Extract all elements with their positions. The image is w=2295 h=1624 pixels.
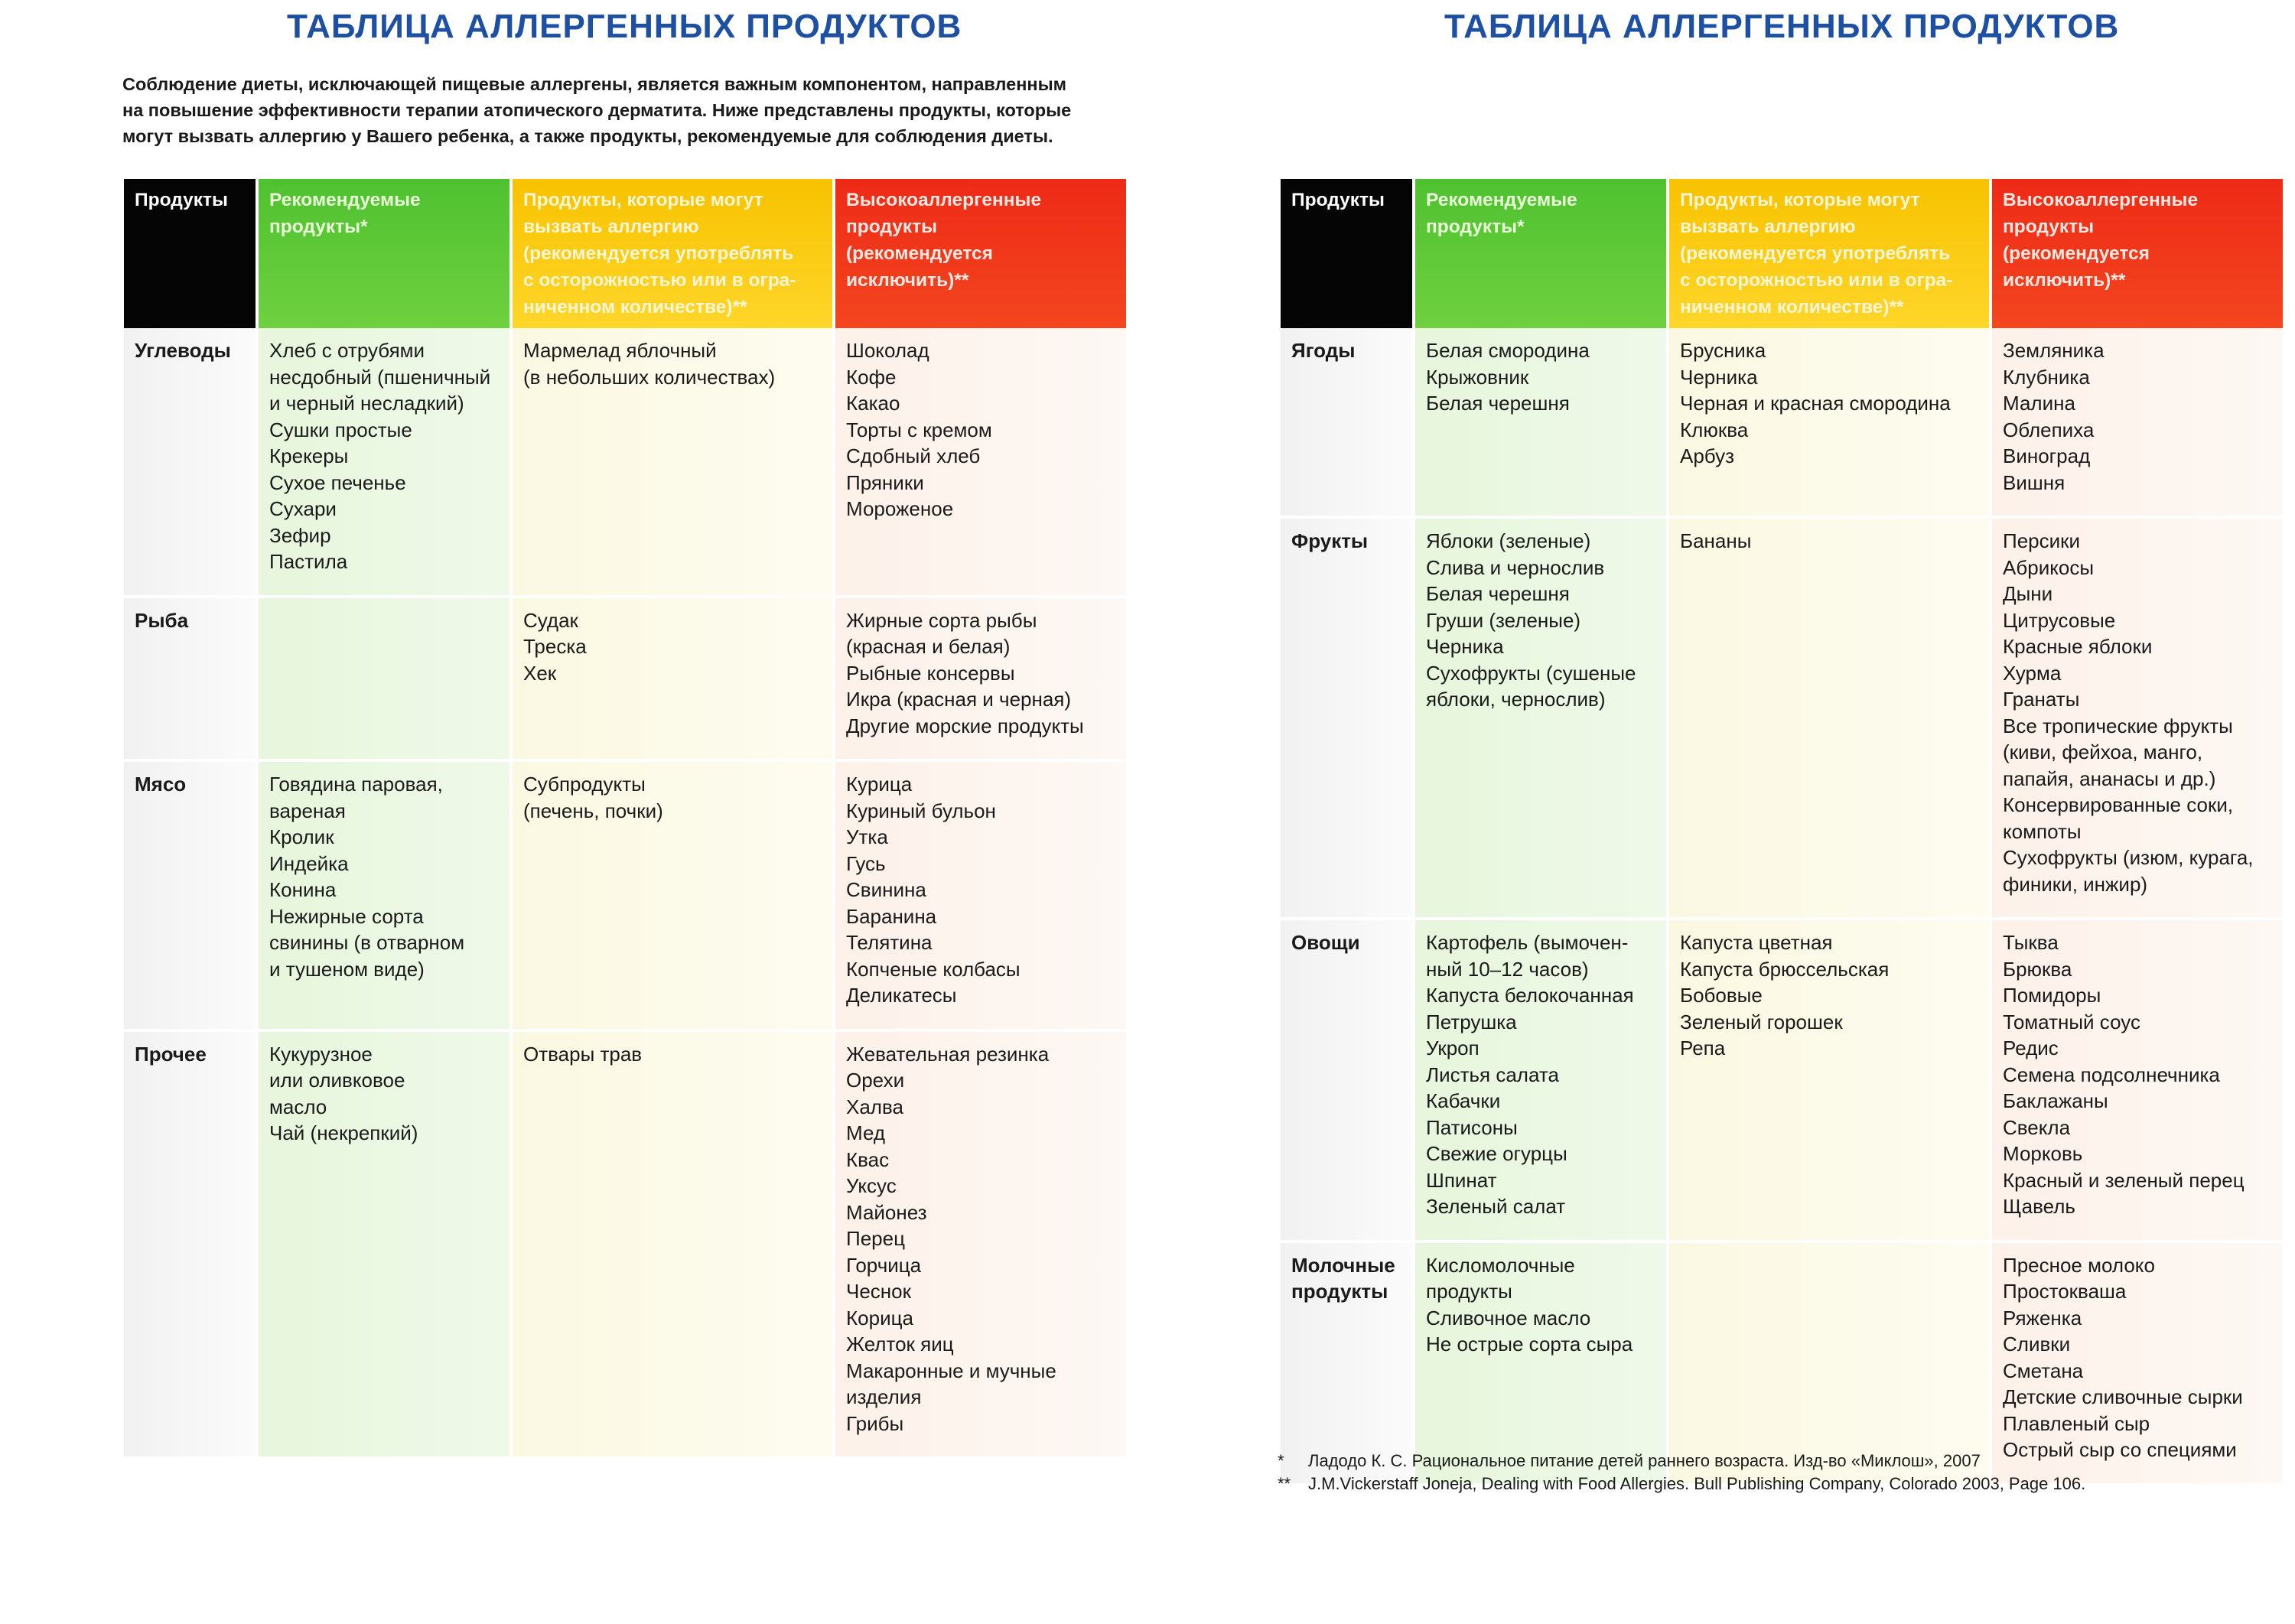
- product-item: Бананы: [1680, 529, 1752, 552]
- product-item: Деликатесы: [846, 984, 957, 1007]
- product-item: Макаронные и мучные: [846, 1359, 1056, 1382]
- recommended-cell: [259, 328, 509, 595]
- product-item: Яблоки (зеленые): [1426, 529, 1591, 552]
- product-item: (печень, почки): [523, 799, 663, 822]
- caution-cell: [1669, 516, 1989, 917]
- product-item: Укроп: [1426, 1037, 1480, 1059]
- footnotes: [1278, 1450, 2085, 1495]
- product-item: несдобный (пшеничный: [269, 365, 491, 389]
- table-row: [124, 1029, 1126, 1457]
- product-item: продукты: [1426, 1280, 1512, 1303]
- header-line: (рекомендуется: [2003, 243, 2150, 264]
- category-label: Мясо: [135, 773, 187, 796]
- product-item: Какао: [846, 392, 900, 415]
- product-item: Сухофрукты (изюм, курага,: [2003, 846, 2254, 869]
- product-item: Пастила: [269, 550, 348, 573]
- category-cell: [1281, 516, 1412, 917]
- product-item: Корица: [846, 1306, 913, 1329]
- product-item: вареная: [269, 799, 346, 822]
- product-item: папайя, ананасы и др.): [2003, 766, 2216, 790]
- product-item: Рыбные консервы: [846, 661, 1015, 685]
- product-item: Крекеры: [269, 444, 349, 467]
- category-cell: [124, 328, 256, 595]
- header-line: Рекомендуемые: [1426, 190, 1577, 210]
- product-item: Баранина: [846, 904, 937, 928]
- product-item: Красные яблоки: [2003, 635, 2153, 658]
- product-item: Кисломолочные: [1426, 1253, 1575, 1277]
- header-products: [1281, 179, 1412, 328]
- header-line: (рекомендуется: [846, 243, 993, 264]
- product-item: Свекла: [2003, 1115, 2071, 1139]
- high-allergen-cell: [1992, 516, 2283, 917]
- table-row: [1281, 516, 2283, 917]
- intro-paragraph: [122, 71, 1125, 149]
- product-item: Листья салата: [1426, 1063, 1559, 1086]
- product-item: масло: [269, 1095, 327, 1118]
- intro-line: могут вызвать аллергию у Вашего ребенка, а также продукты, рекомендуемые для соблюдения диеты.: [122, 126, 1053, 146]
- product-item: Абрикосы: [2003, 555, 2095, 579]
- category-label: Углеводы: [135, 339, 231, 362]
- product-item: Вишня: [2003, 470, 2066, 494]
- product-item: Конина: [269, 878, 337, 901]
- caution-cell: [513, 759, 832, 1029]
- header-recommended: [259, 179, 509, 328]
- product-item: Свинина: [846, 878, 926, 901]
- category-cell: [124, 1029, 256, 1457]
- product-item: Облепиха: [2003, 418, 2095, 441]
- footnote: [1278, 1473, 2085, 1495]
- header-products: [124, 179, 256, 328]
- product-item: Сухое печенье: [269, 470, 406, 494]
- table-row: [124, 759, 1126, 1029]
- product-item: Острый сыр со специями: [2003, 1438, 2237, 1461]
- product-item: Мармелад яблочный: [523, 339, 717, 362]
- category-label: Ягоды: [1291, 339, 1356, 362]
- product-item: Томатный соус: [2003, 1010, 2140, 1033]
- product-item: и черный несладкий): [269, 392, 464, 415]
- header-line: (рекомендуется употреблять: [1680, 243, 1951, 264]
- right-page-title: ТАБЛИЦА АЛЛЕРГЕННЫХ ПРОДУКТОВ: [1444, 8, 2120, 45]
- recommended-cell: [1415, 1240, 1666, 1483]
- product-item: (киви, фейхоа, манго,: [2003, 740, 2203, 763]
- product-item: Все тропические фрукты: [2003, 714, 2233, 737]
- product-item: Торты с кремом: [846, 418, 992, 441]
- category-cell: [124, 759, 256, 1029]
- product-item: Перец: [846, 1227, 905, 1250]
- high-allergen-cell: [1992, 328, 2283, 516]
- product-item: Черника: [1426, 635, 1504, 658]
- product-item: Кофе: [846, 365, 897, 389]
- header-line: Продукты: [135, 190, 228, 210]
- product-item: Клубника: [2003, 365, 2090, 389]
- header-line: ниченном количестве)**: [1680, 297, 1904, 317]
- product-item: Мед: [846, 1121, 886, 1144]
- product-item: свинины (в отварном: [269, 931, 465, 954]
- header-high-allergen: [835, 179, 1126, 328]
- header-high-allergen: [1992, 179, 2283, 328]
- product-item: Грибы: [846, 1411, 904, 1435]
- product-item: Простокваша: [2003, 1280, 2127, 1303]
- product-item: компоты: [2003, 819, 2082, 843]
- product-item: Сушки простые: [269, 418, 412, 441]
- product-item: Гусь: [846, 851, 886, 875]
- header-line: вызвать аллергию: [1680, 216, 1856, 237]
- product-item: Тыква: [2003, 931, 2059, 954]
- left-allergy-table: [121, 179, 1129, 1456]
- product-item: Утка: [846, 825, 888, 848]
- product-item: или оливковое: [269, 1069, 405, 1092]
- product-item: Слива и чернослив: [1426, 555, 1605, 579]
- product-item: Жирные сорта рыбы: [846, 608, 1037, 632]
- product-item: (красная и белая): [846, 635, 1011, 658]
- recommended-cell: [259, 759, 509, 1029]
- caution-cell: [513, 328, 832, 595]
- caution-cell: [1669, 328, 1989, 516]
- category-label: Рыба: [135, 608, 189, 632]
- recommended-cell: [259, 1029, 509, 1457]
- table-row: [1281, 1240, 2283, 1483]
- product-item: Отвары трав: [523, 1042, 643, 1066]
- product-item: Орехи: [846, 1069, 905, 1092]
- header-line: с осторожностью или в огра-: [1680, 270, 1953, 291]
- product-item: Черника: [1680, 365, 1758, 389]
- product-item: Зефир: [269, 523, 331, 547]
- product-item: Другие морские продукты: [846, 714, 1084, 737]
- footnote-mark: **: [1278, 1474, 1291, 1493]
- category-label: Овощи: [1291, 931, 1360, 954]
- product-item: Груши (зеленые): [1426, 608, 1581, 632]
- product-item: Говядина паровая,: [269, 773, 443, 796]
- product-item: изделия: [846, 1385, 922, 1408]
- header-line: Продукты, которые могут: [1680, 190, 1920, 210]
- product-item: Кабачки: [1426, 1089, 1501, 1112]
- product-item: (в небольших количествах): [523, 365, 776, 389]
- header-line: Продукты, которые могут: [523, 190, 763, 210]
- product-item: Хек: [523, 661, 557, 685]
- header-row: [1281, 179, 2283, 328]
- category-cell: [1281, 1240, 1412, 1483]
- product-item: Желток яиц: [846, 1333, 954, 1356]
- product-item: Баклажаны: [2003, 1089, 2108, 1112]
- high-allergen-cell: [835, 328, 1126, 595]
- product-item: Сдобный хлеб: [846, 444, 981, 467]
- product-item: Цитрусовые: [2003, 608, 2116, 632]
- header-line: продукты*: [269, 216, 368, 237]
- product-item: Хлеб с отрубями: [269, 339, 425, 362]
- recommended-cell: [259, 595, 509, 760]
- caution-cell: [513, 1029, 832, 1457]
- product-item: Персики: [2003, 529, 2081, 552]
- product-item: финики, инжир): [2003, 872, 2148, 896]
- recommended-cell: [1415, 328, 1666, 516]
- product-item: Судак: [523, 608, 578, 632]
- header-line: продукты: [846, 216, 938, 237]
- product-item: Свежие огурцы: [1426, 1142, 1567, 1165]
- header-line: с осторожностью или в огра-: [523, 270, 796, 291]
- high-allergen-cell: [835, 1029, 1126, 1457]
- product-item: Петрушка: [1426, 1010, 1517, 1033]
- category-cell: [124, 595, 256, 760]
- table-row: [124, 328, 1126, 595]
- header-caution: [1669, 179, 1989, 328]
- category-cell: [1281, 328, 1412, 516]
- product-item: Шоколад: [846, 339, 929, 362]
- product-item: Черная и красная смородина: [1680, 392, 1951, 415]
- product-item: Капуста цветная: [1680, 931, 1833, 954]
- table-row: [1281, 328, 2283, 516]
- product-item: Детские сливочные сырки: [2003, 1385, 2243, 1408]
- footnote-text: Ладодо К. С. Рациональное питание детей раннего возраста. Изд-во «Миклош», 2007: [1308, 1451, 1981, 1470]
- intro-line: Соблюдение диеты, исключающей пищевые аллергены, является важным компонентом, направленным: [122, 74, 1067, 94]
- product-item: Индейка: [269, 851, 349, 875]
- product-item: Квас: [846, 1147, 890, 1171]
- right-allergy-table: [1278, 179, 2286, 1483]
- product-item: Треска: [523, 635, 587, 658]
- header-line: вызвать аллергию: [523, 216, 699, 237]
- footnote: [1278, 1450, 2085, 1473]
- product-item: Пресное молоко: [2003, 1253, 2155, 1277]
- product-item: Халва: [846, 1095, 903, 1118]
- header-line: исключить)**: [2003, 270, 2126, 291]
- product-item: Кролик: [269, 825, 334, 848]
- product-item: Малина: [2003, 392, 2075, 415]
- product-item: Брюква: [2003, 957, 2072, 981]
- product-item: Консервированные соки,: [2003, 793, 2234, 816]
- product-item: Шпинат: [1426, 1168, 1497, 1192]
- product-item: Семена подсолнечника: [2003, 1063, 2220, 1086]
- product-item: Чай (некрепкий): [269, 1121, 418, 1144]
- left-page-title: ТАБЛИЦА АЛЛЕРГЕННЫХ ПРОДУКТОВ: [287, 8, 962, 45]
- high-allergen-cell: [1992, 917, 2283, 1240]
- product-item: Мороженое: [846, 497, 954, 520]
- product-item: яблоки, чернослив): [1426, 688, 1606, 711]
- product-item: Виноград: [2003, 444, 2091, 467]
- product-item: Патисоны: [1426, 1115, 1518, 1139]
- product-item: Помидоры: [2003, 984, 2101, 1007]
- product-item: Кукурузное: [269, 1042, 373, 1066]
- caution-cell: [1669, 917, 1989, 1240]
- intro-line: на повышение эффективности терапии атопического дерматита. Ниже представлены продукты, которые: [122, 100, 1072, 120]
- product-item: Щавель: [2003, 1195, 2075, 1218]
- header-line: Продукты: [1291, 190, 1385, 210]
- product-item: Капуста белокочанная: [1426, 984, 1634, 1007]
- product-item: Красный и зеленый перец: [2003, 1168, 2245, 1192]
- high-allergen-cell: [835, 759, 1126, 1029]
- product-item: Уксус: [846, 1174, 897, 1197]
- product-item: Брусника: [1680, 339, 1766, 362]
- category-label: Фрукты: [1291, 529, 1369, 552]
- recommended-cell: [1415, 917, 1666, 1240]
- header-line: Высокоаллергенные: [846, 190, 1042, 210]
- product-item: Арбуз: [1680, 444, 1735, 467]
- header-row: [124, 179, 1126, 328]
- product-item: Дыни: [2003, 582, 2053, 605]
- product-item: Не острые сорта сыра: [1426, 1333, 1633, 1356]
- header-recommended: [1415, 179, 1666, 328]
- product-item: Копченые колбасы: [846, 957, 1021, 981]
- product-item: Курица: [846, 773, 913, 796]
- header-line: Высокоаллергенные: [2003, 190, 2199, 210]
- footnote-text: J.M.Vickerstaff Joneja, Dealing with Food Allergies. Bull Publishing Company, Colorado 2003, Page 106.: [1308, 1474, 2086, 1493]
- product-item: Редис: [2003, 1037, 2059, 1059]
- high-allergen-cell: [835, 595, 1126, 760]
- product-item: Хурма: [2003, 661, 2062, 685]
- recommended-cell: [1415, 516, 1666, 917]
- caution-cell: [513, 595, 832, 760]
- product-item: Белая черешня: [1426, 392, 1570, 415]
- product-item: Картофель (вымочен-: [1426, 931, 1629, 954]
- product-item: Белая черешня: [1426, 582, 1570, 605]
- product-item: Капуста брюссельская: [1680, 957, 1890, 981]
- category-label: продукты: [1291, 1280, 1388, 1303]
- product-item: Ряженка: [2003, 1306, 2082, 1329]
- table-row: [124, 595, 1126, 760]
- product-item: Крыжовник: [1426, 365, 1529, 389]
- caution-cell: [1669, 1240, 1989, 1483]
- product-item: Морковь: [2003, 1142, 2083, 1165]
- product-item: Сухари: [269, 497, 337, 520]
- product-item: и тушеном виде): [269, 957, 425, 981]
- header-line: исключить)**: [846, 270, 969, 291]
- product-item: Пряники: [846, 470, 924, 494]
- product-item: Чеснок: [846, 1280, 911, 1303]
- category-label: Прочее: [135, 1042, 207, 1066]
- header-line: продукты: [2003, 216, 2095, 237]
- high-allergen-cell: [1992, 1240, 2283, 1483]
- product-item: Телятина: [846, 931, 933, 954]
- product-item: Куриный бульон: [846, 799, 996, 822]
- product-item: Сливочное масло: [1426, 1306, 1591, 1329]
- product-item: Субпродукты: [523, 773, 646, 796]
- product-item: Икра (красная и черная): [846, 688, 1072, 711]
- product-item: Сливки: [2003, 1333, 2071, 1356]
- header-line: ниченном количестве)**: [523, 297, 747, 317]
- product-item: Гранаты: [2003, 688, 2080, 711]
- product-item: Майонез: [846, 1200, 927, 1224]
- footnote-mark: *: [1278, 1451, 1284, 1470]
- product-item: Зеленый салат: [1426, 1195, 1566, 1218]
- header-line: продукты*: [1426, 216, 1525, 237]
- product-item: Белая смородина: [1426, 339, 1590, 362]
- product-item: Нежирные сорта: [269, 904, 424, 928]
- product-item: Клюква: [1680, 418, 1749, 441]
- category-cell: [1281, 917, 1412, 1240]
- header-line: Рекомендуемые: [269, 190, 421, 210]
- product-item: ный 10–12 часов): [1426, 957, 1589, 981]
- product-item: Земляника: [2003, 339, 2105, 362]
- product-item: Сухофрукты (сушеные: [1426, 661, 1636, 685]
- header-caution: [513, 179, 832, 328]
- table-row: [1281, 917, 2283, 1240]
- product-item: Бобовые: [1680, 984, 1763, 1007]
- product-item: Зеленый горошек: [1680, 1010, 1843, 1033]
- product-item: Плавленый сыр: [2003, 1411, 2150, 1435]
- header-line: (рекомендуется употреблять: [523, 243, 794, 264]
- product-item: Сметана: [2003, 1359, 2084, 1382]
- product-item: Жевательная резинка: [846, 1042, 1050, 1066]
- product-item: Горчица: [846, 1253, 922, 1277]
- category-label: Молочные: [1291, 1253, 1395, 1277]
- product-item: Репа: [1680, 1037, 1726, 1059]
